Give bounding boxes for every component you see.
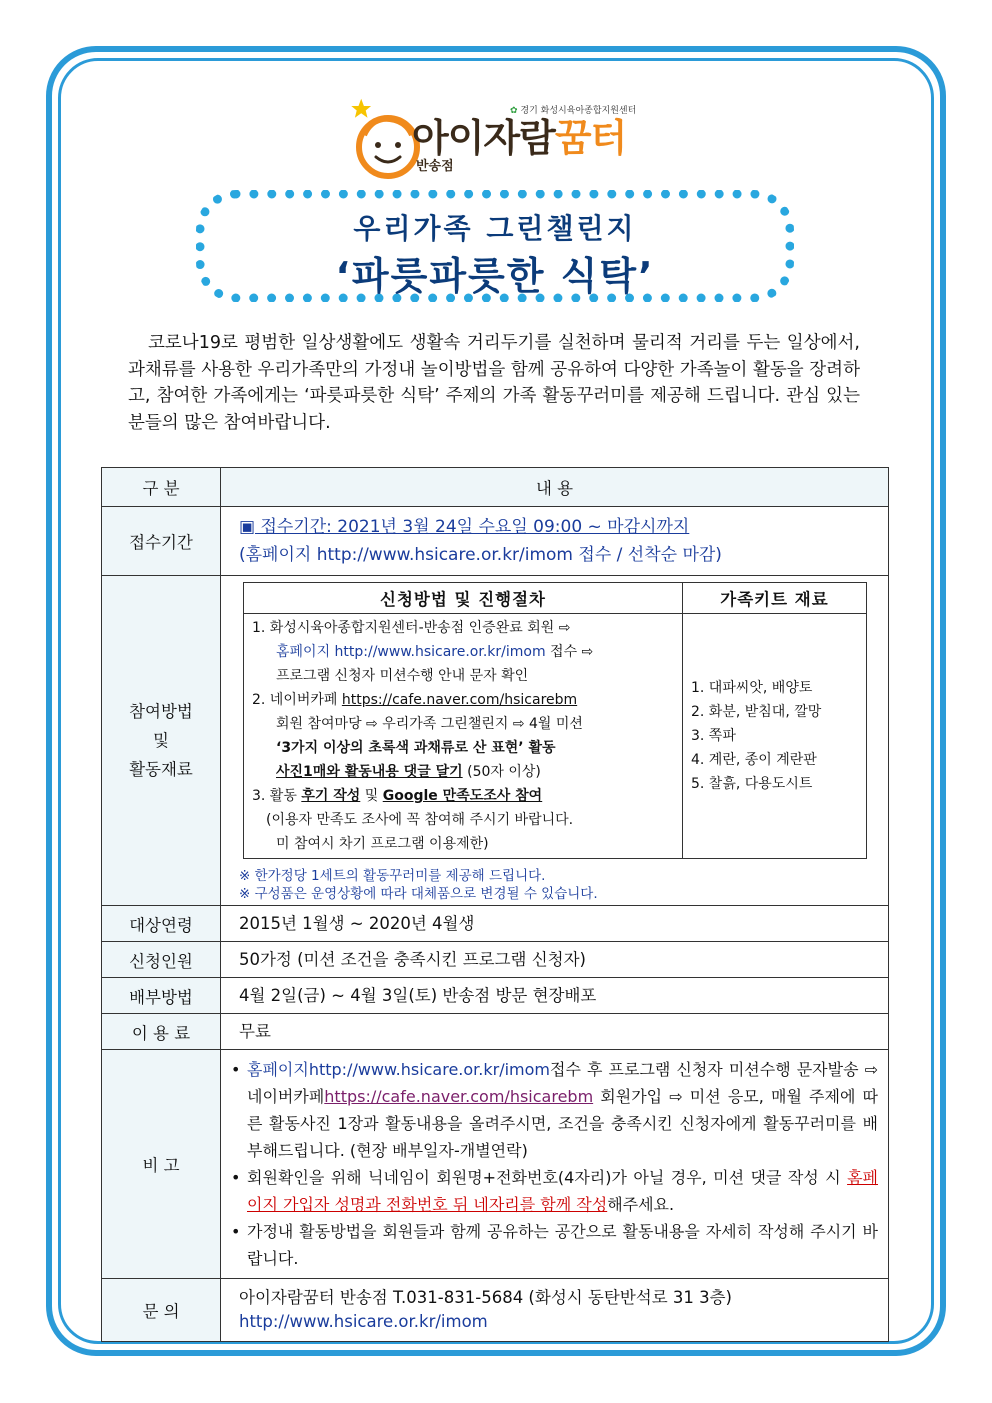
step-3c: 미 참여시 차기 프로그램 이용제한) [276,836,489,852]
distribution-row [102,978,889,1014]
participation-notes [239,867,888,903]
title-box [196,190,794,302]
info-table [101,467,889,1342]
procedure-header-row [244,583,867,614]
fee-value: 무료 [221,1014,889,1050]
reception-method: (홈페이지 http://www.hsicare.or.kr/imom 접수 / 선착순 마감) [239,545,722,565]
intro-paragraph: 코로나19로 평범한 일상생활에도 생활속 거리두기를 실천하며 물리적 거리를 두는 일상에서, 과채류를 사용한 우리가족만의 가정내 놀이방법을 함께 공유하여 다양한 가족놀이 활동을 장려하고, 참여한 가족에게는 ‘파릇파릇한 식탁’ 주제의 가족 활동꾸러미를 제공해 드립니다. 관심 있는 분들의 많은 참여바랍니다. [128,333,860,433]
kit-item: 1. 대파씨앗, 배양토 [691,680,813,696]
remark-1a: 접수 후 프로그램 신청자 미션수행 문자발송 ⇨ 네이버카페 [247,1060,878,1106]
contact-label: 문 의 [102,1279,221,1342]
step-1b-post: 접수 ⇨ [545,644,594,660]
reception-row [102,507,889,576]
people-value: 50가정 (미션 조건을 충족시킨 프로그램 신청자) [221,942,889,978]
contact-content [221,1279,889,1342]
procedure-steps [244,614,683,859]
step-3a [252,784,676,808]
distribution-value: 4월 2일(금) ~ 4월 3일(토) 반송점 방문 현장배포 [221,978,889,1014]
step-2a-pre: 2. 네이버카페 [252,692,342,708]
distribution-label: 배부방법 [102,978,221,1014]
logo-name-a: 아이자람 [412,116,555,160]
age-label: 대상연령 [102,906,221,942]
kit-item: 2. 화분, 받침대, 깔망 [691,704,822,720]
remark-cafe-link[interactable]: https://cafe.naver.com/hsicarebm [324,1087,594,1106]
age-row [102,906,889,942]
step-2d-emphasis: 사진1매와 활동내용 댓글 달기 [276,764,463,780]
reception-label: 접수기간 [102,507,221,576]
kit-header: 가족키트 재료 [683,583,867,614]
reception-content [221,507,889,576]
remark-2a: 회원확인을 위해 닉네임이 회원명+전화번호(4자리)가 아닐 경우, 미션 댓글 작성 시 [247,1168,848,1187]
title-line1: 우리가족 그린챌린지 [353,212,637,245]
homepage-link[interactable]: http://www.hsicare.or.kr/imom [334,644,546,660]
remarks-label: 비 고 [102,1050,221,1279]
step-3b: (이용자 만족도 조사에 꼭 참여해 주시기 바랍니다. [266,812,574,828]
remark-2-emphasis: 홈페이지 가입자 성명과 전화번호 뒤 네자리를 함께 작성 [247,1168,878,1214]
remark-2 [231,1164,878,1218]
procedure-header: 신청방법 및 진행절차 [244,583,683,614]
step-2d [252,760,676,784]
remarks-content [221,1050,889,1279]
participation-row [102,576,889,906]
participation-label-1: 참여방법 [129,702,193,721]
contact-info: 아이자람꿈터 반송점 T.031-831-5684 (화성시 동탄반석로 31 3층) [239,1288,732,1307]
remark-2b: 해주세요. [607,1195,675,1214]
step-1b [252,640,676,664]
participation-label-3: 활동재료 [129,760,193,779]
remark-1b: 회원가입 ⇨ 미션 응모, 매월 주제에 따른 활동사진 1장과 활동내용을 올려주시면, 조건을 충족시킨 신청자에게 활동꾸러미를 배부해드립니다. (현장 배부일자-개별연락) [247,1087,878,1160]
logo-name [412,107,626,162]
fee-label: 이 용 료 [102,1014,221,1050]
note-2: ※ 구성품은 운영상황에 따라 대체품으로 변경될 수 있습니다. [239,886,598,902]
step-1c: 프로그램 신청자 미션수행 안내 문자 확인 [276,668,529,684]
remark-1 [231,1056,878,1164]
step-2b: 회원 참여마당 ⇨ 우리가족 그린챌린지 ⇨ 4월 미션 [276,716,583,732]
participation-content [221,576,889,906]
step-3a-review: 후기 작성 [301,788,361,804]
logo [350,95,680,185]
people-row [102,942,889,978]
child-face-logo-icon [350,95,420,183]
kit-item: 5. 찰흙, 다용도시트 [691,776,813,792]
step-2d-post: (50자 이상) [462,764,541,780]
table-header-row [102,468,889,507]
step-2c: ‘3가지 이상의 초록색 과채류로 산 표현’ 활동 [276,740,556,756]
remarks-row [102,1050,889,1279]
logo-org-text: 경기 화성시육아종합지원센터 [520,106,637,116]
procedure-table [243,582,867,859]
contact-link[interactable]: http://www.hsicare.or.kr/imom [239,1312,488,1331]
step-3a-mid: 및 [360,788,383,804]
kit-item: 4. 계란, 종이 계란판 [691,752,817,768]
age-value: 2015년 1월생 ~ 2020년 4월생 [221,906,889,942]
step-1a: 1. 화성시육아종합지원센터-반송점 인증완료 회원 ⇨ [252,620,571,636]
logo-name-b: 꿈터 [554,116,627,160]
org-mark-icon: ✿ [510,106,518,116]
participation-label [102,576,221,906]
cafe-link[interactable]: https://cafe.naver.com/hsicarebm [341,692,578,708]
step-3a-pre: 3. 활동 [252,788,302,804]
title-line2: ‘파릇파릇한 식탁’ [335,254,655,298]
header-content: 내 용 [221,468,889,507]
fee-row [102,1014,889,1050]
remark-3: • 가정내 활동방법을 회원들과 함께 공유하는 공간으로 활동내용을 자세히 작성해 주시기 바랍니다. [231,1218,878,1272]
people-label: 신청인원 [102,942,221,978]
contact-row [102,1279,889,1342]
remarks-list [231,1056,878,1272]
remark-homepage-link[interactable]: 홈페이지http://www.hsicare.or.kr/imom [247,1060,551,1079]
procedure-body-row [244,614,867,859]
step-2a [252,688,676,712]
step-3a-survey: Google 만족도조사 참여 [382,788,543,804]
note-1: ※ 한가정당 1세트의 활동꾸러미를 제공해 드립니다. [239,868,546,884]
participation-label-2: 및 [153,731,169,750]
reception-period: ▣ 접수기간: 2021년 3월 24일 수요일 09:00 ~ 마감시까지 [239,517,690,537]
kit-item: 3. 쪽파 [691,728,736,744]
header-category: 구 분 [102,468,221,507]
step-1b-pre: 홈페이지 [276,644,335,660]
logo-branch: 반송점 [416,159,454,174]
kit-list [683,614,867,859]
